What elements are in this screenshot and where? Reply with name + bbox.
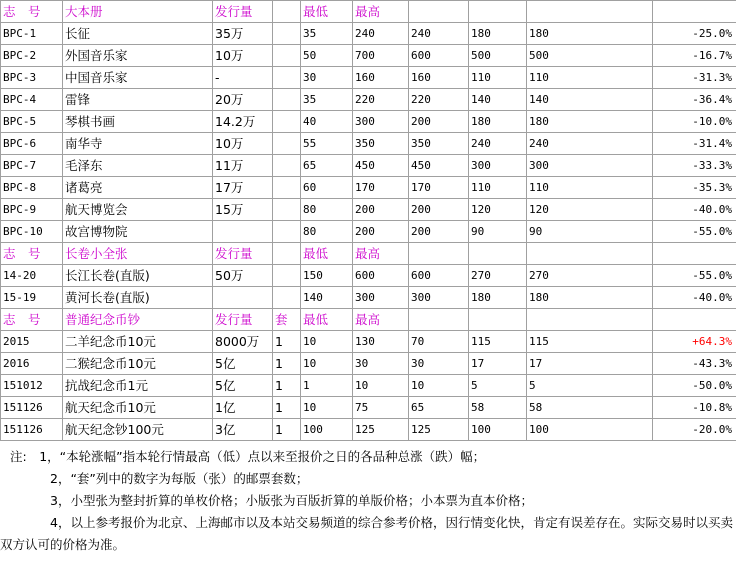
- value-cell: BPC-10: [1, 221, 63, 243]
- header-cell: 志 号: [1, 243, 63, 265]
- header-cell: 普通纪念币钞: [63, 309, 213, 331]
- value-cell: 140: [527, 89, 653, 111]
- value-cell: BPC-3: [1, 67, 63, 89]
- value-cell: 100: [301, 419, 353, 441]
- value-cell: 5: [469, 375, 527, 397]
- table-row: [1, 111, 736, 133]
- value-cell: [273, 89, 301, 111]
- value-cell: [273, 287, 301, 309]
- table-row: [1, 23, 736, 45]
- value-cell: 15-19: [1, 287, 63, 309]
- value-cell: BPC-4: [1, 89, 63, 111]
- value-cell: 30: [301, 67, 353, 89]
- value-cell: 130: [353, 331, 409, 353]
- value-cell: 10: [301, 397, 353, 419]
- header-cell: 发行量: [213, 309, 273, 331]
- table-row: [1, 155, 736, 177]
- header-cell: 最高: [353, 309, 409, 331]
- value-cell: 151126: [1, 419, 63, 441]
- value-cell: 300: [469, 155, 527, 177]
- name-cell: 二猴纪念币10元: [63, 353, 213, 375]
- header-cell: 最低: [301, 309, 353, 331]
- value-cell: 200: [409, 199, 469, 221]
- header-cell: 发行量: [213, 243, 273, 265]
- value-cell: 500: [527, 45, 653, 67]
- value-cell: 110: [469, 67, 527, 89]
- note-1: 注: 1，“本轮涨幅”指本轮行情最高（低）点以来至报价之日的各品种总涨（跌）幅；: [10, 449, 486, 464]
- value-cell: 3亿: [213, 419, 273, 441]
- section-header: [1, 243, 736, 265]
- change-cell: -55.0%: [653, 221, 736, 243]
- value-cell: 110: [527, 67, 653, 89]
- value-cell: 5亿: [213, 375, 273, 397]
- header-cell: 志 号: [1, 309, 63, 331]
- note-3: 3，小型张为整封折算的单枚价格；小版张为百版折算的单版价格；小本票为直本价格；: [50, 493, 533, 508]
- value-cell: [273, 265, 301, 287]
- header-cell: 最高: [353, 243, 409, 265]
- value-cell: 110: [469, 177, 527, 199]
- value-cell: 125: [353, 419, 409, 441]
- header-cell: 发行量: [213, 1, 273, 23]
- value-cell: BPC-2: [1, 45, 63, 67]
- change-cell: -25.0%: [653, 23, 736, 45]
- name-cell: 航天纪念钞100元: [63, 419, 213, 441]
- value-cell: BPC-7: [1, 155, 63, 177]
- notes: [0, 446, 736, 556]
- value-cell: 14.2万: [213, 111, 273, 133]
- value-cell: 100: [469, 419, 527, 441]
- header-cell: [527, 1, 653, 23]
- value-cell: 450: [409, 155, 469, 177]
- table-row: [1, 45, 736, 67]
- name-cell: 二羊纪念币10元: [63, 331, 213, 353]
- value-cell: 170: [353, 177, 409, 199]
- header-cell: [409, 1, 469, 23]
- header-cell: 大本册: [63, 1, 213, 23]
- value-cell: [273, 133, 301, 155]
- value-cell: 180: [527, 111, 653, 133]
- value-cell: 350: [409, 133, 469, 155]
- value-cell: 270: [527, 265, 653, 287]
- value-cell: 300: [353, 111, 409, 133]
- value-cell: 120: [469, 199, 527, 221]
- value-cell: 75: [353, 397, 409, 419]
- value-cell: 100: [527, 419, 653, 441]
- table-row: [1, 353, 736, 375]
- value-cell: 17: [527, 353, 653, 375]
- header-cell: [527, 309, 653, 331]
- name-cell: 外国音乐家: [63, 45, 213, 67]
- value-cell: 35: [301, 23, 353, 45]
- change-cell: -50.0%: [653, 375, 736, 397]
- change-cell: -36.4%: [653, 89, 736, 111]
- value-cell: 200: [409, 221, 469, 243]
- value-cell: [273, 155, 301, 177]
- header-cell: 长卷小全张: [63, 243, 213, 265]
- header-cell: [273, 1, 301, 23]
- change-cell: -43.3%: [653, 353, 736, 375]
- value-cell: 80: [301, 199, 353, 221]
- value-cell: 10: [409, 375, 469, 397]
- value-cell: 600: [409, 265, 469, 287]
- value-cell: 1亿: [213, 397, 273, 419]
- name-cell: 雷锋: [63, 89, 213, 111]
- note-4: 4，以上参考报价为北京、上海邮市以及本站交易频道的综合参考价格，因行情变化快，肯定有误差存在。实际交易时以买卖双方认可的价格为准。: [0, 515, 733, 552]
- value-cell: 200: [353, 199, 409, 221]
- value-cell: BPC-8: [1, 177, 63, 199]
- value-cell: 17: [469, 353, 527, 375]
- value-cell: 120: [527, 199, 653, 221]
- change-cell: -16.7%: [653, 45, 736, 67]
- change-cell: -31.3%: [653, 67, 736, 89]
- value-cell: [213, 221, 273, 243]
- value-cell: [273, 67, 301, 89]
- value-cell: 1: [273, 397, 301, 419]
- value-cell: 58: [527, 397, 653, 419]
- value-cell: 300: [353, 287, 409, 309]
- value-cell: 15万: [213, 199, 273, 221]
- value-cell: 300: [409, 287, 469, 309]
- value-cell: 8000万: [213, 331, 273, 353]
- value-cell: 1: [273, 353, 301, 375]
- value-cell: 65: [409, 397, 469, 419]
- header-cell: [653, 1, 736, 23]
- value-cell: 700: [353, 45, 409, 67]
- value-cell: 70: [409, 331, 469, 353]
- header-cell: 最低: [301, 243, 353, 265]
- table-row: [1, 199, 736, 221]
- value-cell: BPC-1: [1, 23, 63, 45]
- change-cell: -20.0%: [653, 419, 736, 441]
- change-cell: -40.0%: [653, 199, 736, 221]
- value-cell: 10: [353, 375, 409, 397]
- value-cell: 200: [409, 111, 469, 133]
- name-cell: 航天博览会: [63, 199, 213, 221]
- value-cell: 58: [469, 397, 527, 419]
- value-cell: 35: [301, 89, 353, 111]
- value-cell: 17万: [213, 177, 273, 199]
- change-cell: -40.0%: [653, 287, 736, 309]
- header-cell: [409, 243, 469, 265]
- value-cell: 55: [301, 133, 353, 155]
- table-row: [1, 419, 736, 441]
- change-cell: -10.0%: [653, 111, 736, 133]
- table-row: [1, 221, 736, 243]
- value-cell: 1: [273, 419, 301, 441]
- table-row: [1, 265, 736, 287]
- value-cell: 180: [469, 287, 527, 309]
- value-cell: 10万: [213, 133, 273, 155]
- value-cell: 1: [273, 331, 301, 353]
- value-cell: [273, 177, 301, 199]
- value-cell: 40: [301, 111, 353, 133]
- note-2: 2，“套”列中的数字为每版（张）的邮票套数；: [50, 471, 309, 486]
- change-cell: -31.4%: [653, 133, 736, 155]
- value-cell: 115: [527, 331, 653, 353]
- table-row: [1, 67, 736, 89]
- value-cell: -: [213, 67, 273, 89]
- name-cell: 航天纪念币10元: [63, 397, 213, 419]
- value-cell: 600: [409, 45, 469, 67]
- value-cell: 160: [353, 67, 409, 89]
- name-cell: 琴棋书画: [63, 111, 213, 133]
- name-cell: 故宫博物院: [63, 221, 213, 243]
- value-cell: 10: [301, 331, 353, 353]
- value-cell: 270: [469, 265, 527, 287]
- value-cell: 180: [527, 23, 653, 45]
- value-cell: 151012: [1, 375, 63, 397]
- value-cell: 115: [469, 331, 527, 353]
- value-cell: 30: [409, 353, 469, 375]
- value-cell: 50万: [213, 265, 273, 287]
- name-cell: 中国音乐家: [63, 67, 213, 89]
- value-cell: 200: [353, 221, 409, 243]
- value-cell: [273, 221, 301, 243]
- table-row: [1, 133, 736, 155]
- value-cell: 35万: [213, 23, 273, 45]
- header-cell: 套: [273, 309, 301, 331]
- value-cell: 65: [301, 155, 353, 177]
- value-cell: 220: [409, 89, 469, 111]
- value-cell: 2016: [1, 353, 63, 375]
- value-cell: 2015: [1, 331, 63, 353]
- value-cell: 300: [527, 155, 653, 177]
- header-cell: [469, 1, 527, 23]
- value-cell: 10: [301, 353, 353, 375]
- section-header: [1, 309, 736, 331]
- value-cell: 30: [353, 353, 409, 375]
- name-cell: 南华寺: [63, 133, 213, 155]
- price-table-body: [1, 1, 736, 441]
- value-cell: 160: [409, 67, 469, 89]
- change-cell: -55.0%: [653, 265, 736, 287]
- value-cell: 151126: [1, 397, 63, 419]
- name-cell: 黄河长卷(直版): [63, 287, 213, 309]
- value-cell: BPC-9: [1, 199, 63, 221]
- value-cell: 20万: [213, 89, 273, 111]
- value-cell: 600: [353, 265, 409, 287]
- table-row: [1, 331, 736, 353]
- value-cell: 220: [353, 89, 409, 111]
- value-cell: 1: [273, 375, 301, 397]
- header-cell: [469, 243, 527, 265]
- value-cell: 60: [301, 177, 353, 199]
- value-cell: 240: [353, 23, 409, 45]
- table-row: [1, 177, 736, 199]
- value-cell: 150: [301, 265, 353, 287]
- table-row: [1, 287, 736, 309]
- change-cell: -35.3%: [653, 177, 736, 199]
- change-cell: +64.3%: [653, 331, 736, 353]
- table-row: [1, 375, 736, 397]
- header-cell: 最高: [353, 1, 409, 23]
- value-cell: 11万: [213, 155, 273, 177]
- name-cell: 诸葛亮: [63, 177, 213, 199]
- header-cell: [409, 309, 469, 331]
- value-cell: 125: [409, 419, 469, 441]
- value-cell: 10万: [213, 45, 273, 67]
- change-cell: -33.3%: [653, 155, 736, 177]
- name-cell: 毛泽东: [63, 155, 213, 177]
- header-cell: 最低: [301, 1, 353, 23]
- value-cell: 5亿: [213, 353, 273, 375]
- value-cell: BPC-5: [1, 111, 63, 133]
- header-cell: [653, 243, 736, 265]
- value-cell: 180: [469, 111, 527, 133]
- value-cell: 240: [409, 23, 469, 45]
- value-cell: 80: [301, 221, 353, 243]
- value-cell: 240: [527, 133, 653, 155]
- header-cell: [653, 309, 736, 331]
- value-cell: 240: [469, 133, 527, 155]
- change-cell: -10.8%: [653, 397, 736, 419]
- value-cell: [273, 45, 301, 67]
- section-header: [1, 1, 736, 23]
- value-cell: 5: [527, 375, 653, 397]
- table-row: [1, 89, 736, 111]
- value-cell: 180: [527, 287, 653, 309]
- header-cell: [469, 309, 527, 331]
- name-cell: 长征: [63, 23, 213, 45]
- value-cell: 140: [301, 287, 353, 309]
- value-cell: 170: [409, 177, 469, 199]
- name-cell: 长江长卷(直版): [63, 265, 213, 287]
- value-cell: 1: [301, 375, 353, 397]
- value-cell: 90: [469, 221, 527, 243]
- value-cell: [273, 199, 301, 221]
- value-cell: 110: [527, 177, 653, 199]
- value-cell: 180: [469, 23, 527, 45]
- value-cell: 90: [527, 221, 653, 243]
- value-cell: 500: [469, 45, 527, 67]
- value-cell: [273, 23, 301, 45]
- table-row: [1, 397, 736, 419]
- value-cell: BPC-6: [1, 133, 63, 155]
- value-cell: 350: [353, 133, 409, 155]
- value-cell: 450: [353, 155, 409, 177]
- header-cell: [527, 243, 653, 265]
- header-cell: 志 号: [1, 1, 63, 23]
- value-cell: [273, 111, 301, 133]
- value-cell: [213, 287, 273, 309]
- value-cell: 140: [469, 89, 527, 111]
- value-cell: 50: [301, 45, 353, 67]
- name-cell: 抗战纪念币1元: [63, 375, 213, 397]
- header-cell: [273, 243, 301, 265]
- value-cell: 14-20: [1, 265, 63, 287]
